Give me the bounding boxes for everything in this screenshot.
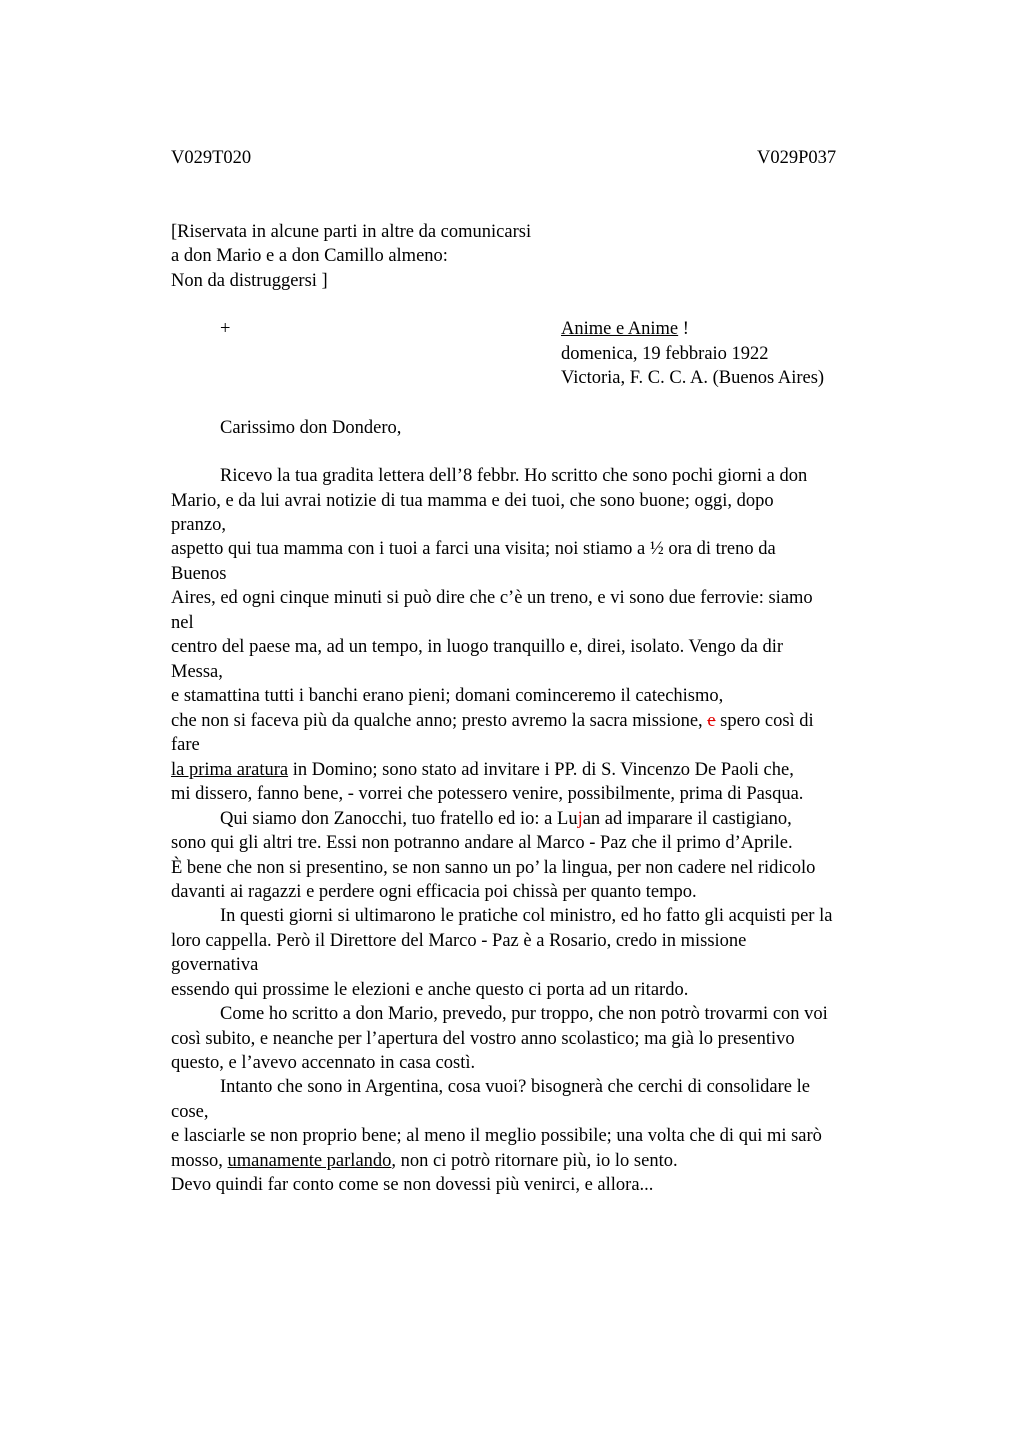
body-line: Mario, e da lui avrai notizie di tua mamma e dei tuoi, che sono buone; oggi, dopo	[171, 491, 774, 511]
note-line-2: a don Mario e a don Camillo almeno:	[171, 246, 448, 266]
body-line: mi dissero, fanno bene, - vorrei che potessero venire, possibilmente, prima di Pasqua.	[171, 784, 804, 804]
body-line	[171, 1149, 678, 1174]
header-right-code: V029P037	[757, 148, 837, 168]
body-line: così subito, e neanche per l’apertura del vostro anno scolastico; ma già lo presentivo	[171, 1029, 795, 1049]
body-line	[171, 709, 814, 734]
body-line: pranzo,	[171, 515, 226, 535]
body-line: davanti ai ragazzi e perdere ogni efficacia poi chissà per quanto tempo.	[171, 882, 697, 902]
note-line-3: Non da distruggersi ]	[171, 271, 328, 291]
header-left-code: V029T020	[171, 148, 252, 168]
motto-text: Anime e Anime	[561, 319, 679, 339]
salutation: Carissimo don Dondero,	[220, 418, 402, 438]
body-line: essendo qui prossime le elezioni e anche questo ci porta ad un ritardo.	[171, 980, 689, 1000]
body-line: loro cappella. Però il Direttore del Marco - Paz è a Rosario, credo in missione	[171, 931, 747, 951]
text-run: , non ci potrò ritornare più, io lo sento.	[391, 1151, 678, 1171]
letter-place: Victoria, F. C. C. A. (Buenos Aires)	[561, 368, 825, 388]
body-line: Ricevo la tua gradita lettera dell’8 febbr. Ho scritto che sono pochi giorni a don	[220, 466, 808, 486]
body-line	[220, 807, 792, 832]
body-line: Messa,	[171, 662, 223, 682]
body-line: Buenos	[171, 564, 227, 584]
underlined-phrase: la prima aratura	[171, 760, 289, 780]
text-run: spero così di	[715, 711, 814, 731]
body-line: È bene che non si presentino, se non sanno un po’ la lingua, per non cadere nel ridicolo	[171, 858, 816, 878]
body-line: Aires, ed ogni cinque minuti si può dire che c’è un treno, e vi sono due ferrovie: siamo	[171, 588, 813, 608]
body-line: aspetto qui tua mamma con i tuoi a farci una visita; noi stiamo a ½ ora di treno da	[171, 539, 776, 559]
body-line: Come ho scritto a don Mario, prevedo, pur troppo, che non potrò trovarmi con voi	[220, 1004, 828, 1024]
motto-exclamation: !	[678, 319, 689, 339]
body-line: governativa	[171, 955, 259, 975]
text-run: che non si faceva più da qualche anno; presto avremo la sacra missione,	[171, 711, 708, 731]
body-line: cose,	[171, 1102, 209, 1122]
body-line: questo, e l’avevo accennato in casa costì.	[171, 1053, 476, 1073]
text-run: Qui siamo don Zanocchi, tuo fratello ed io: a Lu	[220, 809, 578, 829]
body-line: centro del paese ma, ad un tempo, in luogo tranquillo e, direi, isolato. Vengo da dir	[171, 637, 784, 657]
text-run: an ad imparare il castigiano,	[582, 809, 792, 829]
note-line-1: [Riservata in alcune parti in altre da comunicarsi	[171, 222, 532, 242]
text-run: in Domino; sono stato ad invitare i PP. di S. Vincenzo De Paoli che,	[288, 760, 794, 780]
text-run: mosso,	[171, 1151, 228, 1171]
letter-date: domenica, 19 febbraio 1922	[561, 344, 769, 364]
cross-symbol: +	[220, 319, 231, 339]
body-line: Intanto che sono in Argentina, cosa vuoi? bisognerà che cerchi di consolidare le	[220, 1077, 810, 1097]
underlined-phrase: umanamente parlando	[227, 1151, 392, 1171]
struck-correction: e	[707, 711, 716, 731]
body-line: Devo quindi far conto come se non dovessi più venirci, e allora...	[171, 1175, 654, 1195]
body-line: sono qui gli altri tre. Essi non potranno andare al Marco - Paz che il primo d’Aprile.	[171, 833, 793, 853]
motto	[561, 317, 689, 342]
body-line: In questi giorni si ultimarono le pratiche col ministro, ed ho fatto gli acquisti per la	[220, 906, 833, 926]
body-line: fare	[171, 735, 200, 755]
body-line: nel	[171, 613, 194, 633]
body-line: e stamattina tutti i banchi erano pieni; domani cominceremo il catechismo,	[171, 686, 724, 706]
body-line	[171, 758, 794, 783]
body-line: e lasciarle se non proprio bene; al meno il meglio possibile; una volta che di qui mi sarò	[171, 1126, 822, 1146]
red-correction: j	[577, 809, 583, 829]
